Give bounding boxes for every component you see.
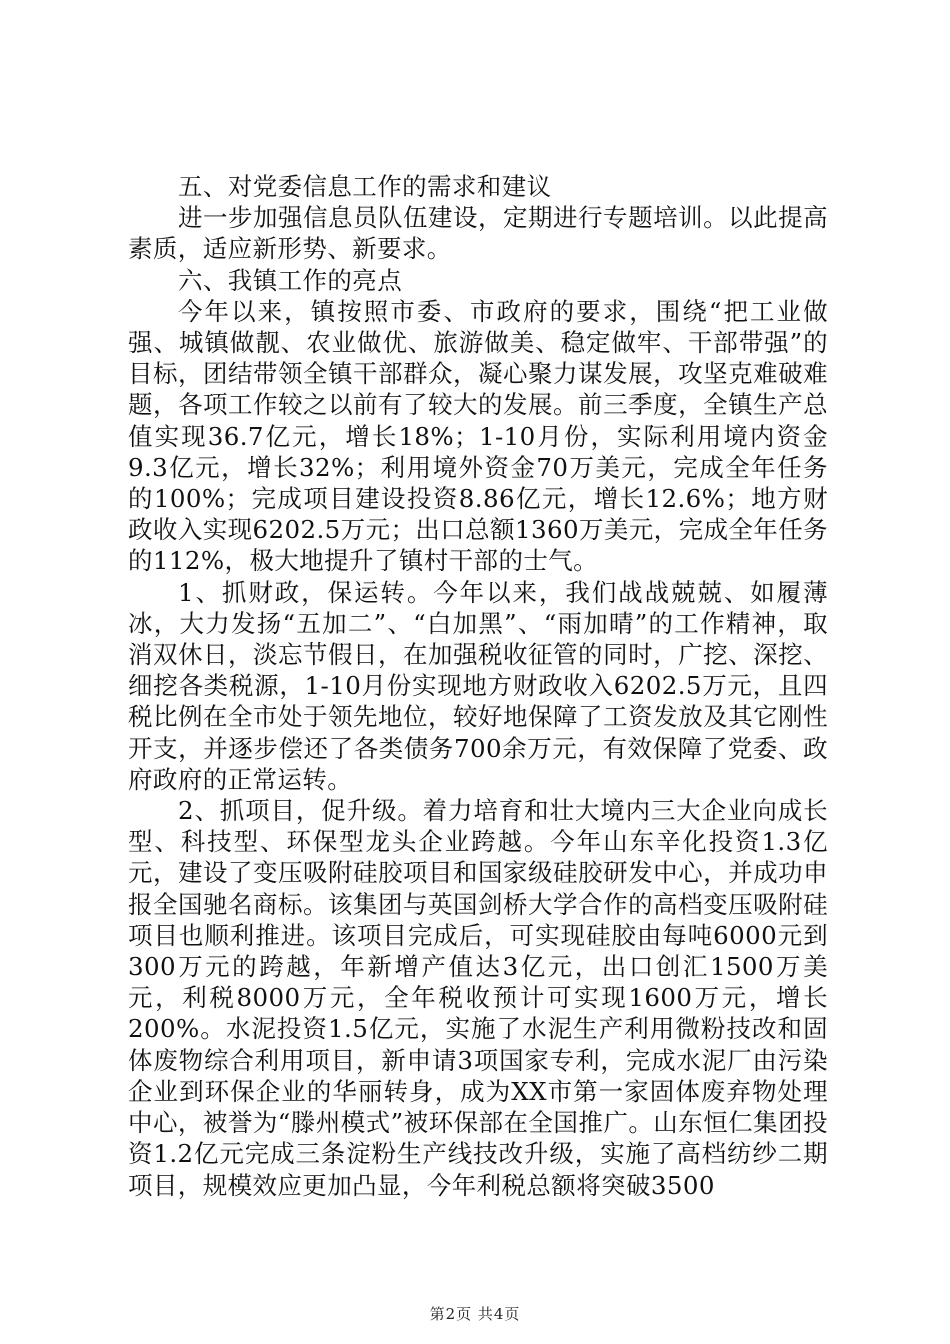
page-footer: 第2页 共4页 xyxy=(429,1305,521,1323)
item-1-paragraph: 1、抓财政，保运转。今年以来，我们战战兢兢、如履薄冰，大力发扬“五加二”、“白加黑”、“雨加晴”的工作精神，取消双休日，淡忘节假日，在加强税收征管的同时，广挖、深挖、细挖各类税源，1-10月份实现地方财政收入6202.5万元，且四税比例在全市处于领先地位，较好地保障了工资发放及其它刚性开支，并逐步偿还了各类债务700余万元，有效保障了党委、政府政府的正常运转。 xyxy=(128,577,828,794)
section-5-heading: 五、对党委信息工作的需求和建议 xyxy=(178,172,552,201)
section-6-intro-paragraph: 今年以来，镇按照市委、市政府的要求，围绕“把工业做强、城镇做靓、农业做优、旅游做美、稳定做牢、干部带强”的目标，团结带领全镇干部群众，凝心聚力谋发展，攻坚克难破难题，各项工作较之以前有了较大的发展。前三季度，全镇生产总值实现36.7亿元，增长18%；1-10月份，实际利用境内资金9.3亿元，增长32%；利用境外资金70万美元，完成全年任务的100%；完成项目建设投资8.86亿元，增长12.6%；地方财政收入实现6202.5万元；出口总额1360万美元，完成全年任务的112%，极大地提升了镇村干部的士气。 xyxy=(128,296,828,576)
item-2-paragraph: 2、抓项目，促升级。着力培育和壮大境内三大企业向成长型、科技型、环保型龙头企业跨越。今年山东辛化投资1.3亿元，建设了变压吸附硅胶项目和国家级硅胶研发中心，并成功申报全国驰名商标。该集团与英国剑桥大学合作的高档变压吸附硅项目也顺利推进。该项目完成后，可实现硅胶由每吨6000元到300万元的跨越，年新增产值达3亿元，出口创汇1500万美元，利税8000万元，全年税收预计可实现1600万元，增长200%。水泥投资1.5亿元，实施了水泥生产利用微粉技改和固体废物综合利用项目，新申请3项国家专利，完成水泥厂由污染企业到环保企业的华丽转身，成为XX市第一家固体废弃物处理中心，被誉为“滕州模式”被环保部在全国推广。山东恒仁集团投资1.2亿元完成三条淀粉生产线技改升级，实施了高档纺纱二期项目，规模效应更加凸显，今年利税总额将突破3500 xyxy=(128,796,828,1200)
section-6-heading: 六、我镇工作的亮点 xyxy=(178,265,403,295)
section-5-paragraph: 进一步加强信息员队伍建设，定期进行专题培训。以此提高素质，适应新形势、新要求。 xyxy=(128,203,828,264)
document-body xyxy=(128,171,828,1201)
